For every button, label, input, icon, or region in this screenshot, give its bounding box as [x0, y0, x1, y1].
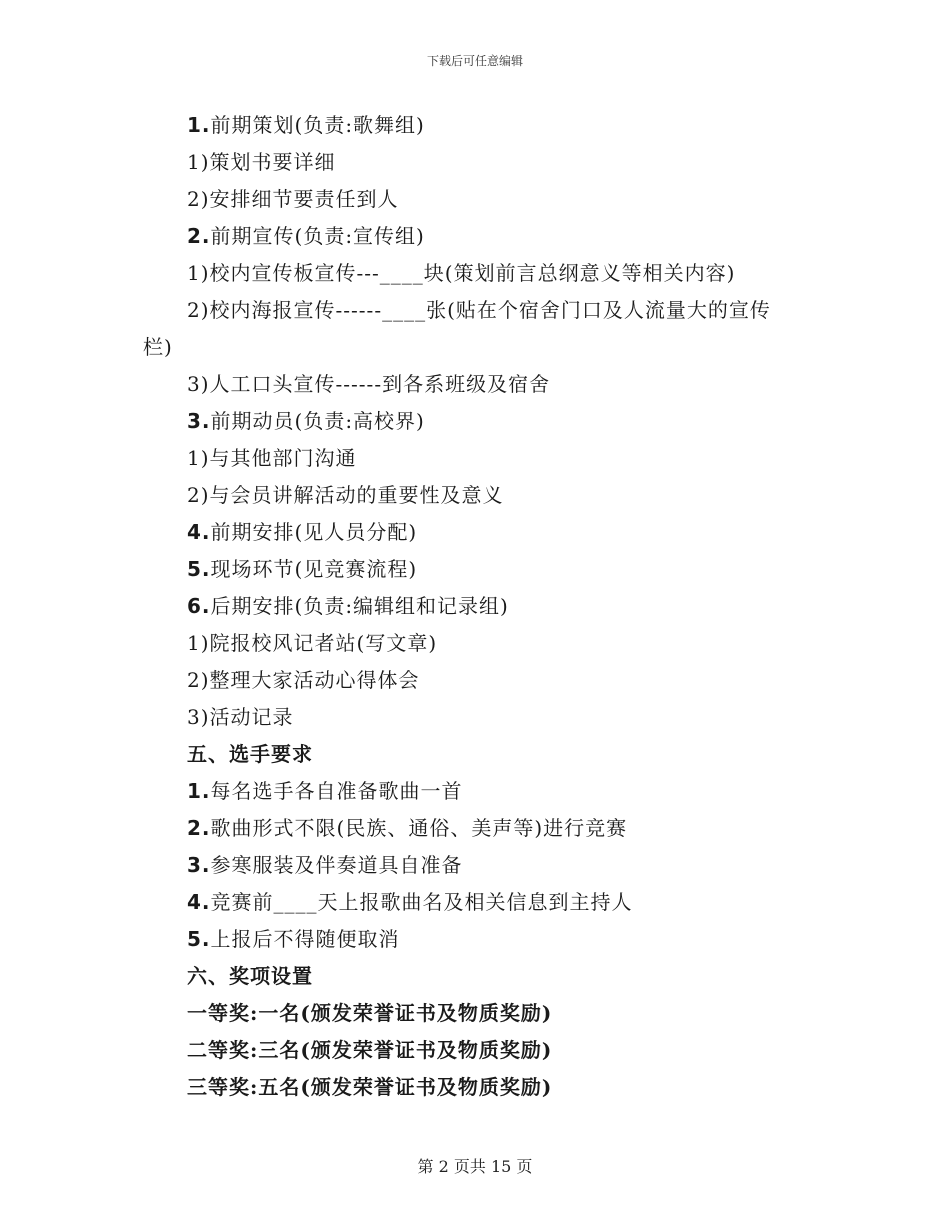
award-item	[143, 1069, 823, 1106]
list-item	[143, 107, 823, 144]
list-item	[143, 181, 823, 218]
list-item	[143, 662, 823, 699]
item-text: 栏)	[143, 335, 173, 359]
page-header: 下载后可任意编辑	[426, 54, 523, 68]
item-text: 2)与会员讲解活动的重要性及意义	[187, 483, 504, 507]
item-text: 3)人工口头宣传------到各系班级及宿舍	[187, 372, 551, 396]
list-item	[143, 847, 823, 884]
item-text: 前期动员(负责:高校界)	[210, 409, 425, 433]
item-number: 4.	[187, 890, 211, 914]
item-text: 前期安排(见人员分配)	[210, 520, 418, 544]
list-item	[143, 810, 823, 847]
item-number: 1.	[187, 779, 211, 803]
award-item	[143, 1032, 823, 1069]
list-item	[143, 403, 823, 440]
item-text: 前期策划(负责:歌舞组)	[210, 113, 425, 137]
item-text: 2)校内海报宣传------____张(贴在个宿舍门口及人流量大的宣传	[187, 298, 771, 322]
item-number: 6.	[187, 594, 211, 618]
award-text: 一等奖:一名(颁发荣誉证书及物质奖励)	[187, 1001, 553, 1025]
list-item	[143, 292, 823, 329]
document-body	[143, 107, 823, 1106]
item-text: 现场环节(见竞赛流程)	[210, 557, 418, 581]
list-item	[143, 551, 823, 588]
item-text: 后期安排(负责:编辑组和记录组)	[210, 594, 509, 618]
award-text: 三等奖:五名(颁发荣誉证书及物质奖励)	[187, 1075, 553, 1099]
item-text: 参寒服装及伴奏道具自准备	[210, 853, 463, 877]
list-item	[143, 477, 823, 514]
list-item	[143, 773, 823, 810]
item-text: 竞赛前____天上报歌曲名及相关信息到主持人	[210, 890, 633, 914]
award-item	[143, 995, 823, 1032]
item-number: 2.	[187, 224, 211, 248]
list-item	[143, 884, 823, 921]
item-number: 1.	[187, 113, 211, 137]
item-text: 1)院报校风记者站(写文章)	[187, 631, 438, 655]
page-footer: 第 2 页共 15 页	[417, 1157, 533, 1176]
list-item	[143, 440, 823, 477]
item-text: 上报后不得随便取消	[210, 927, 400, 951]
list-item	[143, 625, 823, 662]
list-item	[143, 921, 823, 958]
item-text: 2)安排细节要责任到人	[187, 187, 399, 211]
item-text: 1)与其他部门沟通	[187, 446, 357, 470]
item-number: 4.	[187, 520, 211, 544]
list-item	[143, 588, 823, 625]
item-number: 5.	[187, 927, 211, 951]
section-heading	[143, 958, 823, 995]
section-heading	[143, 736, 823, 773]
list-item	[143, 366, 823, 403]
item-number: 3.	[187, 409, 211, 433]
item-number: 2.	[187, 816, 211, 840]
heading-text: 五、选手要求	[187, 742, 313, 766]
award-text: 二等奖:三名(颁发荣誉证书及物质奖励)	[187, 1038, 553, 1062]
list-item	[143, 255, 823, 292]
item-text: 1)校内宣传板宣传---____块(策划前言总纲意义等相关内容)	[187, 261, 736, 285]
item-number: 3.	[187, 853, 211, 877]
item-text: 2)整理大家活动心得体会	[187, 668, 420, 692]
heading-text: 六、奖项设置	[187, 964, 313, 988]
list-item-continuation	[143, 329, 823, 366]
item-text: 每名选手各自准备歌曲一首	[210, 779, 463, 803]
item-number: 5.	[187, 557, 211, 581]
list-item	[143, 699, 823, 736]
item-text: 前期宣传(负责:宣传组)	[210, 224, 425, 248]
list-item	[143, 144, 823, 181]
item-text: 歌曲形式不限(民族、通俗、美声等)进行竞赛	[210, 816, 628, 840]
item-text: 3)活动记录	[187, 705, 294, 729]
list-item	[143, 514, 823, 551]
list-item	[143, 218, 823, 255]
item-text: 1)策划书要详细	[187, 150, 336, 174]
